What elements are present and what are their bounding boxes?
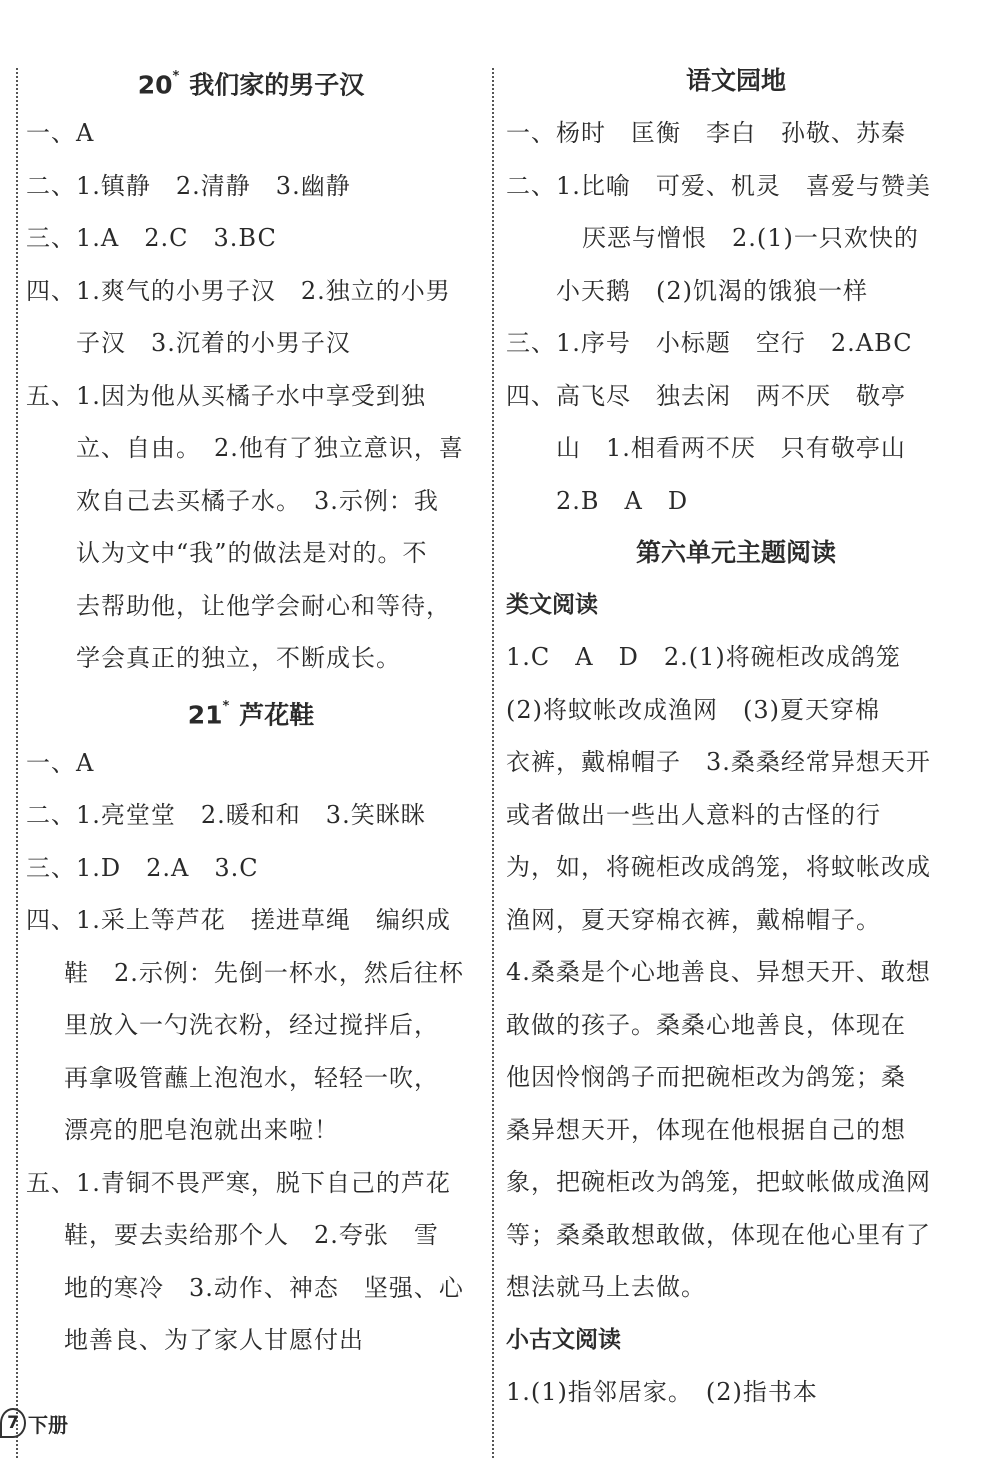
answer-line: 或者做出一些出人意料的古怪的行	[506, 800, 881, 829]
unit-title: 第六单元主题阅读	[635, 538, 836, 567]
answer-line: 4.桑桑是个心地善良、异想天开、敢想	[506, 958, 931, 986]
answer-line: 四、1.爽气的小男子汉 2.独立的小男	[26, 276, 451, 305]
left-column	[26, 55, 476, 1367]
answer-line: 二、1.亮堂堂 2.暖和和 3.笑眯眯	[26, 801, 426, 829]
answer-line: 为，如，将碗柜改成鸽笼，将蚊帐改成	[506, 853, 931, 881]
answer-line: 漂亮的肥皂泡就出来啦！	[64, 1116, 339, 1144]
answer-line: 五、1.因为他从买橘子水中享受到独	[26, 381, 426, 410]
answer-line: 学会真正的独立，不断成长。	[76, 644, 401, 672]
lesson-20-title	[26, 55, 476, 107]
answer-line: 认为文中“我”的做法是对的。不	[76, 539, 428, 567]
answer-line: 一、A	[26, 748, 95, 777]
answer-line: 三、1.A 2.C 3.BC	[26, 224, 277, 252]
answer-line: 鞋，要去卖给那个人 2.夸张 雪	[64, 1221, 439, 1249]
lesson-number: 20	[137, 70, 173, 100]
answer-line: 他因怜悯鸽子而把碗柜改为鸽笼；桑	[506, 1063, 906, 1091]
answer-line: 四、高飞尽 独去闲 两不厌 敬亭	[506, 381, 906, 410]
lesson-mark: *	[172, 69, 180, 84]
lesson-number: 21	[187, 699, 223, 729]
answer-line: 地的寒冷 3.动作、神态 坚强、心	[64, 1273, 464, 1302]
classical-subtitle: 小古文阅读	[506, 1326, 621, 1353]
answer-line: 去帮助他，让他学会耐心和等待，	[76, 591, 451, 620]
lesson-name: 芦花鞋	[239, 699, 315, 729]
answer-line: 三、1.D 2.A 3.C	[26, 853, 259, 882]
answer-line: 厌恶与憎恨 2.(1)一只欢快的	[582, 224, 919, 252]
answer-line: (2)将蚊帐改成渔网 (3)夏天穿棉	[506, 695, 880, 724]
answer-line: 敢做的孩子。桑桑心地善良，体现在	[506, 1010, 906, 1039]
answer-line: 衣裤，戴棉帽子 3.桑桑经常异想天开	[506, 748, 931, 776]
answer-line: 象，把碗柜改为鸽笼，把蚊帐做成渔网	[506, 1168, 931, 1196]
answer-line: 地善良、为了家人甘愿付出	[64, 1326, 364, 1354]
page-number-badge: 7	[0, 1408, 26, 1438]
answer-line: 想法就马上去做。	[506, 1273, 706, 1301]
answer-line: 再拿吸管蘸上泡泡水，轻轻一吹，	[64, 1063, 439, 1092]
answer-line: 一、A	[26, 119, 95, 147]
answer-line: 桑异想天开，体现在他根据自己的想	[506, 1115, 906, 1144]
answer-line: 欢自己去买橘子水。 3.示例：我	[76, 486, 439, 515]
answer-line: 鞋 2.示例：先倒一杯水，然后往杯	[64, 958, 464, 987]
answer-line: 小天鹅 (2)饥渴的饿狼一样	[556, 276, 868, 305]
answer-line: 二、1.比喻 可爱、机灵 喜爱与赞美	[506, 171, 931, 200]
lesson-mark: *	[222, 698, 230, 714]
garden-title: 语文园地	[685, 66, 786, 95]
answer-line: 三、1.序号 小标题 空行 2.ABC	[506, 329, 913, 357]
answer-line: 立、自由。 2.他有了独立意识，喜	[76, 434, 464, 462]
column-divider-dotted-line	[492, 68, 494, 1458]
answer-line: 五、1.青铜不畏严寒，脱下自己的芦花	[26, 1168, 451, 1197]
answer-line: 一、杨时 匡衡 李白 孙敬、苏秦	[506, 119, 906, 147]
answer-line: 山 1.相看两不厌 只有敬亭山	[556, 434, 906, 462]
answer-line: 1.C A D 2.(1)将碗柜改成鸽笼	[506, 643, 901, 671]
reading-subtitle: 类文阅读	[506, 592, 598, 618]
answer-line: 2.B A D	[556, 486, 689, 515]
lesson-name: 我们家的男子汉	[189, 70, 365, 100]
volume-label: 下册	[28, 1412, 68, 1437]
answer-line: 等；桑桑敢想敢做，体现在他心里有了	[506, 1220, 931, 1249]
answer-line: 子汉 3.沉着的小男子汉	[76, 329, 351, 357]
answer-line: 1.(1)指邻居家。 (2)指书本	[506, 1377, 818, 1406]
left-margin-dotted-line	[16, 68, 18, 1458]
answer-line: 里放入一勺洗衣粉，经过搅拌后，	[64, 1011, 439, 1039]
page-footer	[0, 1408, 68, 1438]
answer-line: 二、1.镇静 2.清静 3.幽静	[26, 171, 351, 200]
answer-line: 四、1.采上等芦花 搓进草绳 编织成	[26, 906, 451, 934]
right-column	[506, 55, 966, 1418]
answer-line: 渔网，夏天穿棉衣裤，戴棉帽子。	[506, 905, 881, 934]
lesson-21-title	[26, 685, 476, 737]
